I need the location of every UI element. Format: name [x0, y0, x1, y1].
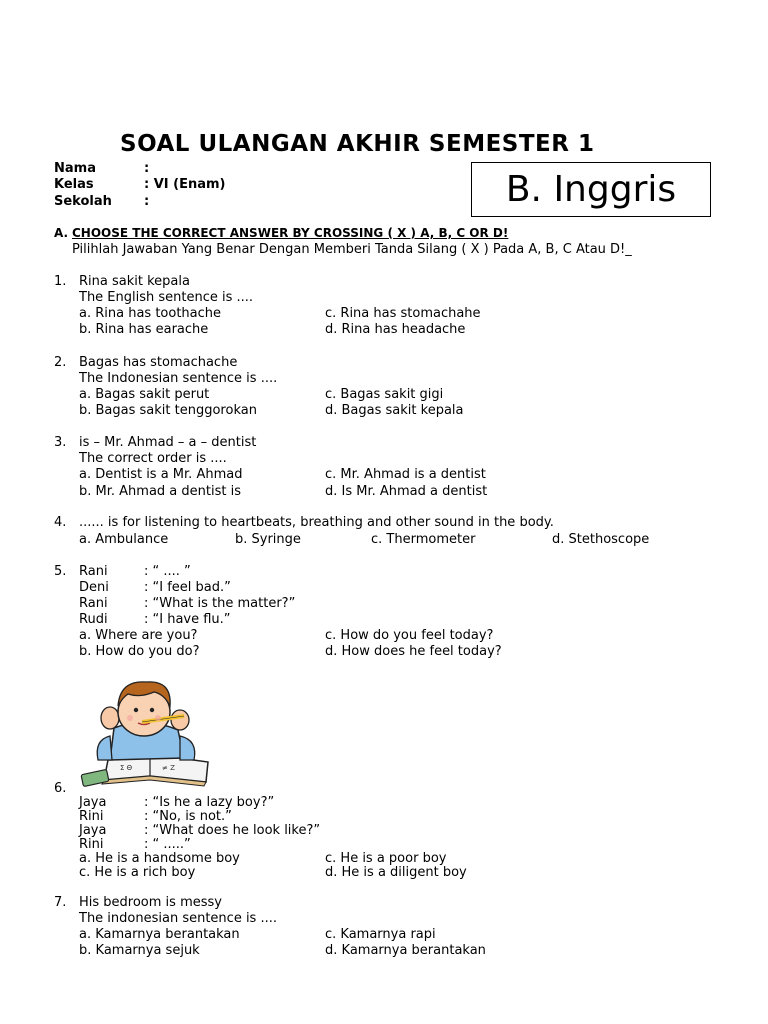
kelas-label: Kelas [54, 177, 94, 192]
question-number: 5. [54, 564, 67, 579]
option-b: c. He is a rich boy [79, 865, 196, 880]
option-a: a. He is a handsome boy [79, 851, 240, 866]
option-a: a. Rina has toothache [79, 306, 222, 321]
option-c: c. How do you feel today? [325, 628, 494, 643]
sekolah-value: : [144, 194, 150, 209]
option-c: c. Rina has stomachahe [325, 306, 481, 321]
option-b: b. Syringe [235, 532, 301, 547]
option-a: a. Dentist is a Mr. Ahmad [79, 467, 243, 482]
dialog-line: : “What does he look like?” [144, 823, 321, 838]
option-b: b. How do you do? [79, 644, 200, 659]
dialog-line: : “What is the matter?” [144, 596, 296, 611]
dialog-speaker: Rini [79, 809, 104, 824]
dialog-line: : “No, is not.” [144, 809, 232, 824]
question-prompt: The English sentence is .... [79, 290, 254, 305]
question-number: 1. [54, 274, 67, 289]
option-c: c. Thermometer [371, 532, 476, 547]
dialog-line: : “I have flu.” [144, 612, 231, 627]
option-b: b. Mr. Ahmad a dentist is [79, 484, 241, 499]
option-d: d. Stethoscope [552, 532, 650, 547]
section-letter: A. [54, 226, 69, 240]
dialog-line: : “ .... ” [144, 564, 191, 579]
option-a: a. Kamarnya berantakan [79, 927, 240, 942]
question-prompt: The Indonesian sentence is .... [79, 371, 278, 386]
dialog-line: : “Is he a lazy boy?” [144, 795, 275, 810]
dialog-speaker: Jaya [79, 823, 107, 838]
dialog-line: : “ .....” [144, 837, 191, 852]
dialog-speaker: Rani [79, 596, 108, 611]
question-text: ...... is for listening to heartbeats, breathing and other sound in the body. [79, 515, 554, 530]
option-d: d. Kamarnya berantakan [325, 943, 486, 958]
question-text: Bagas has stomachache [79, 355, 238, 370]
page-title: SOAL ULANGAN AKHIR SEMESTER 1 [120, 131, 595, 157]
question-number: 3. [54, 435, 67, 450]
option-c: c. Bagas sakit gigi [325, 387, 444, 402]
subject-label: B. Inggris [505, 169, 677, 210]
option-b: b. Bagas sakit tenggorokan [79, 403, 257, 418]
option-c: c. Kamarnya rapi [325, 927, 436, 942]
boy-studying-illustration [80, 676, 212, 792]
question-text: His bedroom is messy [79, 895, 222, 910]
sekolah-label: Sekolah [54, 194, 112, 209]
kelas-value: : VI (Enam) [144, 177, 226, 192]
nama-label: Nama [54, 161, 96, 176]
option-d: d. He is a diligent boy [325, 865, 467, 880]
svg-text:≠ Ζ: ≠ Ζ [162, 764, 175, 772]
instruction-english: CHOOSE THE CORRECT ANSWER BY CROSSING ( X ) A, B, C OR D! [72, 226, 509, 240]
option-d: d. How does he feel today? [325, 644, 502, 659]
option-a: a. Where are you? [79, 628, 198, 643]
option-c: c. Mr. Ahmad is a dentist [325, 467, 486, 482]
option-b: b. Kamarnya sejuk [79, 943, 200, 958]
question-number: 2. [54, 355, 67, 370]
option-a: a. Ambulance [79, 532, 169, 547]
option-d: d. Is Mr. Ahmad a dentist [325, 484, 488, 499]
svg-text:Σ Θ: Σ Θ [120, 764, 133, 772]
question-number: 6. [54, 781, 67, 796]
nama-value: : [144, 161, 150, 176]
subject-box [471, 162, 711, 217]
option-a: a. Bagas sakit perut [79, 387, 210, 402]
dialog-speaker: Deni [79, 580, 109, 595]
option-c: c. He is a poor boy [325, 851, 447, 866]
question-prompt: The indonesian sentence is .... [79, 911, 277, 926]
dialog-line: : “I feel bad.” [144, 580, 231, 595]
dialog-speaker: Jaya [79, 795, 107, 810]
option-d: d. Rina has headache [325, 322, 466, 337]
question-text: is – Mr. Ahmad – a – dentist [79, 435, 257, 450]
dialog-speaker: Rudi [79, 612, 108, 627]
question-number: 4. [54, 515, 67, 530]
question-number: 7. [54, 895, 67, 910]
question-text: Rina sakit kepala [79, 274, 190, 289]
option-b: b. Rina has earache [79, 322, 209, 337]
instruction-indonesian: Pilihlah Jawaban Yang Benar Dengan Memberi Tanda Silang ( X ) Pada A, B, C Atau D!_ [72, 242, 632, 257]
dialog-speaker: Rani [79, 564, 108, 579]
option-d: d. Bagas sakit kepala [325, 403, 464, 418]
question-prompt: The correct order is .... [79, 451, 227, 466]
dialog-speaker: Rini [79, 837, 104, 852]
